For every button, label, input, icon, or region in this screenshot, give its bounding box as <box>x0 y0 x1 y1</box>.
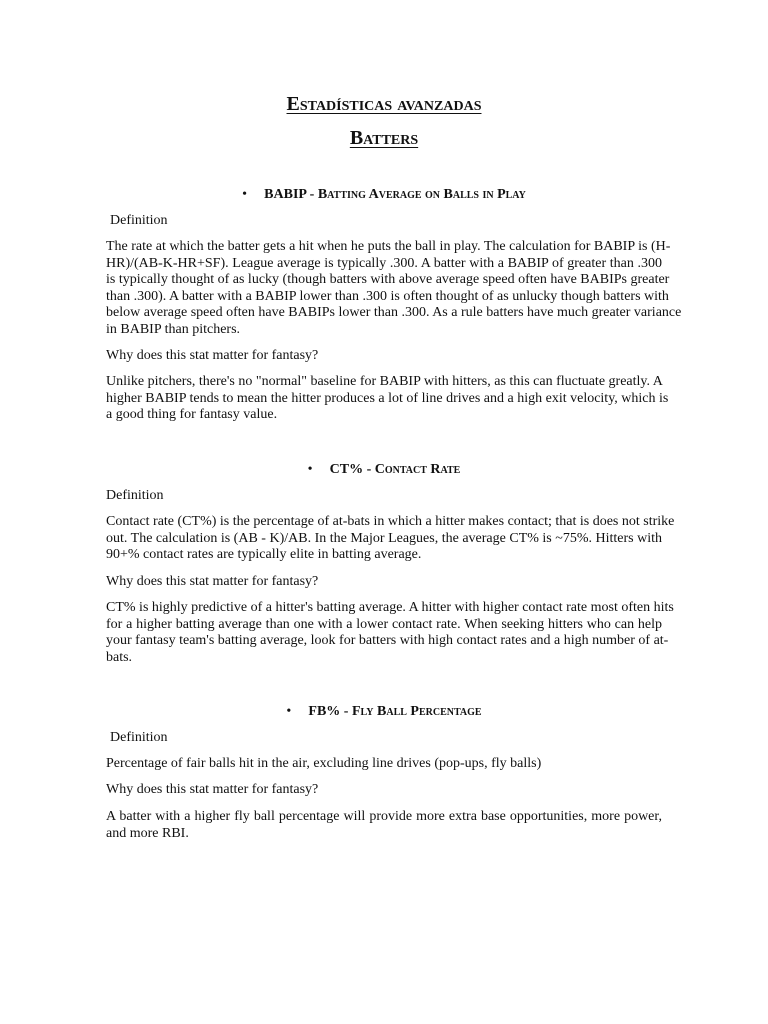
text-line: The rate at which the batter gets a hit when he puts the ball in play. The calculation for BABIP is (H- <box>106 239 671 254</box>
definition-paragraph <box>106 514 675 564</box>
definition-label: Definition <box>110 730 168 745</box>
text-line: in BABIP than pitchers. <box>106 321 241 337</box>
text-line: below average speed often have BABIPs lower than .300. As a rule batters have much greater variance <box>106 305 682 321</box>
text-line: and more RBI. <box>106 825 189 841</box>
answer-paragraph <box>106 600 674 666</box>
text-line: a good thing for fantasy value. <box>106 407 278 423</box>
section-heading-babip <box>0 186 768 204</box>
document-title: Estadísticas avanzadas <box>286 93 482 115</box>
definition-label: Definition <box>106 488 164 503</box>
bullet-icon: • <box>307 462 313 477</box>
definition-label: Definition <box>110 213 168 228</box>
section-heading-ct <box>0 461 768 479</box>
section-full-name: Fly Ball Percentage <box>351 704 482 719</box>
question-label: Why does this stat matter for fantasy? <box>106 782 319 797</box>
text-line: higher BABIP tends to mean the hitter produces a lot of line drives and a high exit velocity, which is <box>106 390 669 406</box>
section-heading-fb <box>0 703 768 721</box>
section-acronym: CT% - <box>329 462 375 477</box>
definition-paragraph <box>106 756 662 773</box>
text-line: your fantasy team's batting average, look for batters with high contact rates and a high number of at- <box>106 633 669 649</box>
section-full-name: Contact Rate <box>374 462 461 477</box>
bullet-icon: • <box>242 187 248 202</box>
text-line: CT% is highly predictive of a hitter's batting average. A hitter with higher contact rate most often hits <box>106 600 674 615</box>
text-line: is typically thought of as lucky (though batters with above average speed often have BABIPs greater <box>106 272 670 288</box>
text-line: than .300). A batter with a BABIP lower than .300 is often thought of as unlucky though batters with <box>106 288 669 304</box>
question-label: Why does this stat matter for fantasy? <box>106 348 319 363</box>
answer-paragraph <box>106 374 669 424</box>
question-label: Why does this stat matter for fantasy? <box>106 574 319 589</box>
text-line: bats. <box>106 649 133 665</box>
text-line: out. The calculation is (AB - K)/AB. In the Major Leagues, the average CT% is ~75%. Hitters with <box>106 530 662 546</box>
section-full-name: Batting Average on Balls in Play <box>317 187 526 202</box>
section-acronym: FB% - <box>308 704 352 719</box>
definition-paragraph <box>106 239 682 339</box>
text-line: 90+% contact rates are typically elite in batting average. <box>106 547 422 563</box>
text-line: Unlike pitchers, there's no "normal" baseline for BABIP with hitters, as this can fluctuate greatly. A <box>106 374 663 389</box>
bullet-icon: • <box>286 704 292 719</box>
section-acronym: BABIP - <box>264 187 318 202</box>
text-line: Percentage of fair balls hit in the air, excluding line drives (pop-ups, fly balls) <box>106 756 542 771</box>
text-line: for a higher batting average than one with a lower contact rate. When seeking hitters who can help <box>106 616 662 632</box>
text-line: Contact rate (CT%) is the percentage of at-bats in which a hitter makes contact; that is does not strike <box>106 514 675 529</box>
text-line: HR)/(AB-K-HR+SF). League average is typically .300. A batter with a BABIP of greater than .300 <box>106 255 662 271</box>
answer-paragraph <box>106 809 662 842</box>
document-subtitle: Batters <box>349 127 419 149</box>
text-line: A batter with a higher fly ball percentage will provide more extra base opportunities, more power, <box>106 809 662 824</box>
